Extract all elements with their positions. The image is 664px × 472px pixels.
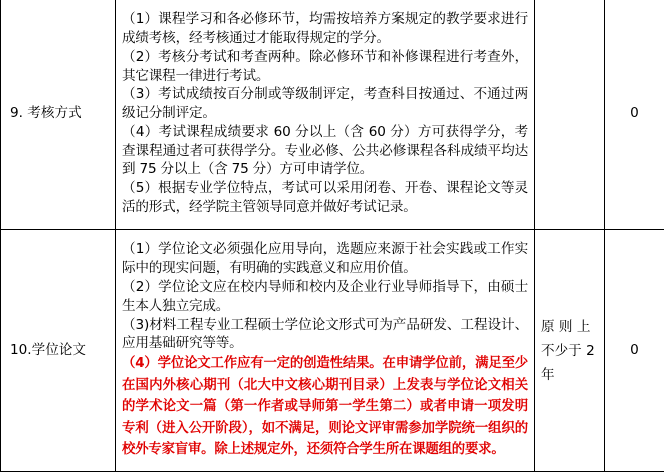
content-paragraph: （2）学位论文应在校内导师和校内及企业行业导师指导下，由硕士生本人独立完成。 [122,278,528,316]
minimum-duration-cell [535,0,605,230]
item-name-cell: 9. 考核方式 [1,0,116,230]
credits-cell: 0 [605,0,664,230]
content-paragraph: （3）考试成绩按百分制或等级制评定，考查科目按通过、不通过两级记分制评定。 [122,85,528,123]
item-content-cell [116,230,535,472]
content-paragraph: （5）根据专业学位特点，考试可以采用闭卷、开卷、课程论文等灵活的形式，经学院主管领导同意并做好考试记录。 [122,179,528,217]
content-paragraph: （4）考试课程成绩要求 60 分以上（含 60 分）方可获得学分，考查课程通过者可获得学分。专业必修、公共必修课程各科成绩平均达到 75 分以上（含 75 分）方可申请学位。 [122,123,528,179]
table-row [1,230,664,472]
content-paragraph: （1）课程学习和各必修环节，均需按培养方案规定的教学要求进行成绩考核，经考核通过才能取得规定的学分。 [122,10,528,48]
content-paragraph: （1）学位论文必须强化应用导向，选题应来源于社会实践或工作实际中的现实问题，有明确的实践意义和应用价值。 [122,240,528,278]
credits-cell: 0 [605,230,664,472]
item-content-cell [116,0,535,230]
table-row [1,0,664,230]
content-paragraph: （2）考核分考试和考查两种。除必修环节和补修课程进行考查外，其它课程一律进行考试。 [122,48,528,86]
item-name-cell: 10.学位论文 [1,230,116,472]
minimum-duration-cell: 原 则 上不少于 2 年 [535,230,605,472]
content-paragraph: （3)材料工程专业工程硕士学位论文形式可为产品研发、工程设计、应用基础研究等等。 [122,316,528,354]
highlight-paragraph: （4）学位论文工作应有一定的创造性结果。在申请学位前，满足至少在国内外核心期刊（北大中文核心期刊目录）上发表与学位论文相关的学术论文一篇（第一作者或导师第一学生第二）或者申请一项发明专利（进入公开阶段），如不满足，则论文评审需参加学院统一组织的校外专家盲审。除上述规定外，还须符合学生所在课题组的要求。 [122,353,528,461]
